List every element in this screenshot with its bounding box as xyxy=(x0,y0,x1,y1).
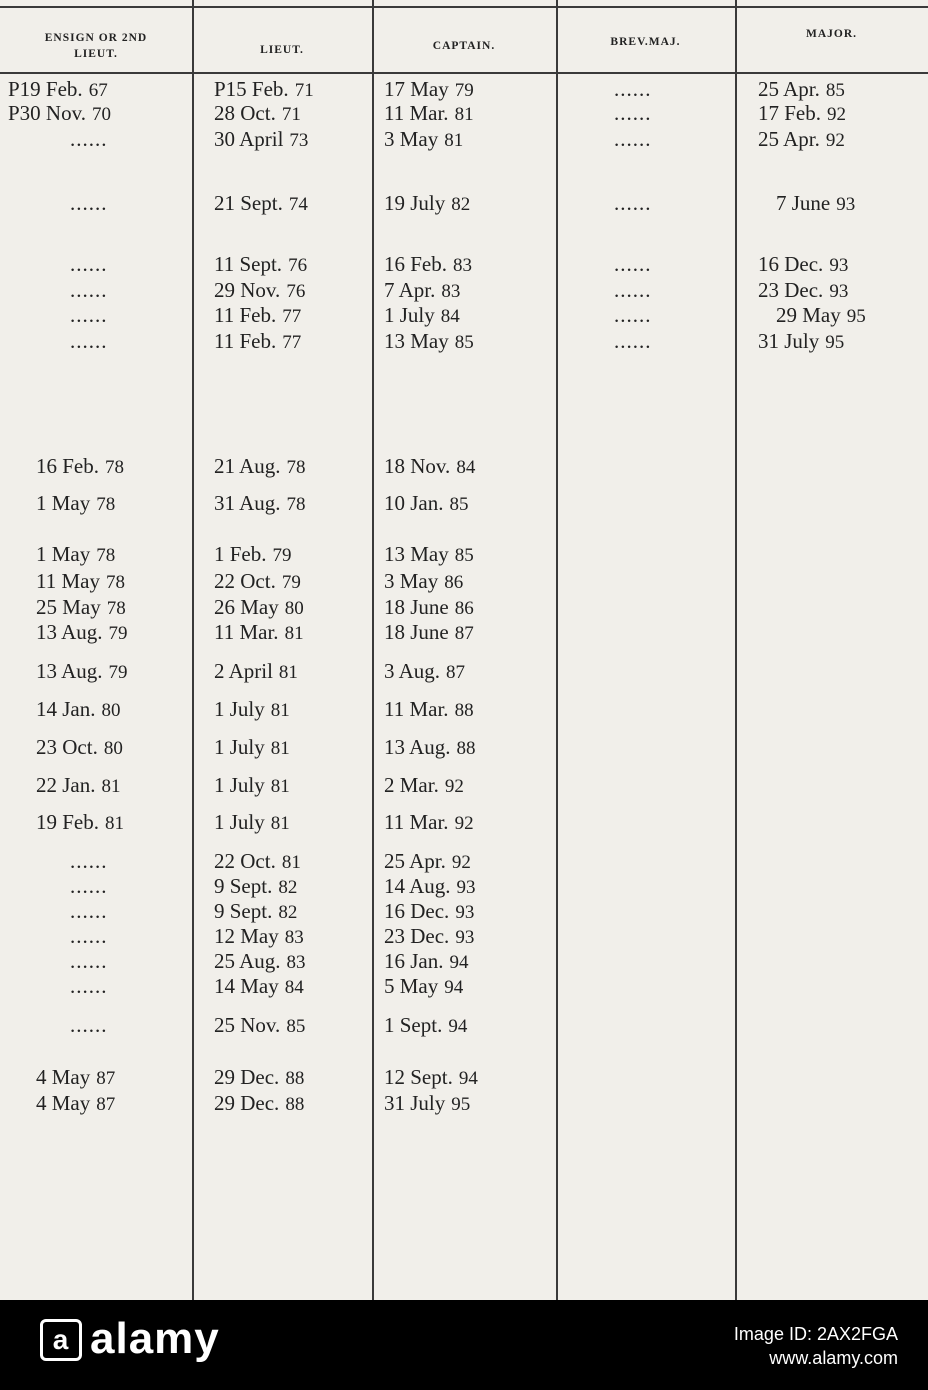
captain-cell xyxy=(384,1066,478,1090)
major-date: 25 Apr. xyxy=(758,127,820,151)
lieut-cell xyxy=(214,875,297,899)
major-date: 16 Dec. xyxy=(758,252,824,276)
lieut-date: 30 April xyxy=(214,127,284,151)
lieut-cell xyxy=(214,1092,304,1116)
lieut-date: 21 Sept. xyxy=(214,191,283,215)
ensign-date: 4 May xyxy=(36,1065,91,1089)
captain-cell xyxy=(384,192,470,216)
column-rule xyxy=(192,0,194,1300)
ensign-cell xyxy=(36,570,125,594)
lieut-year: 73 xyxy=(289,130,309,151)
ensign-date: 1 May xyxy=(36,542,91,566)
lieut-year: 82 xyxy=(278,877,298,898)
ensign-year: 80 xyxy=(103,738,123,759)
ensign-cell xyxy=(70,304,108,326)
ensign-year: 78 xyxy=(105,572,125,593)
lieut-year: 85 xyxy=(286,1016,306,1037)
captain-year: 92 xyxy=(454,813,474,834)
captain-year: 82 xyxy=(451,194,471,215)
ensign-date: ...... xyxy=(70,252,108,276)
ensign-cell xyxy=(36,1092,115,1116)
major-date: 29 May xyxy=(776,303,841,327)
major-cell xyxy=(758,279,848,303)
ensign-cell xyxy=(8,102,111,126)
ensign-date: P19 Feb. xyxy=(8,77,83,101)
lieut-date: 22 Oct. xyxy=(214,849,276,873)
captain-date: 18 Nov. xyxy=(384,454,451,478)
lieut-cell xyxy=(214,102,301,126)
header-rule-bottom xyxy=(0,72,928,74)
captain-year: 94 xyxy=(444,977,464,998)
lieut-cell xyxy=(214,596,304,620)
lieut-cell xyxy=(214,330,301,354)
captain-cell xyxy=(384,455,475,479)
captain-year: 85 xyxy=(449,494,469,515)
captain-date: 16 Jan. xyxy=(384,949,444,973)
lieut-year: 81 xyxy=(281,852,301,873)
ensign-year: 78 xyxy=(96,494,116,515)
captain-year: 87 xyxy=(446,662,466,683)
lieut-date: 11 Feb. xyxy=(214,329,277,353)
lieut-cell xyxy=(214,570,301,594)
captain-cell xyxy=(384,774,464,798)
captain-year: 81 xyxy=(444,130,464,151)
captain-cell xyxy=(384,253,472,277)
major-cell xyxy=(776,304,866,328)
ensign-cell xyxy=(36,543,115,567)
lieut-date: 21 Aug. xyxy=(214,454,281,478)
ensign-date: ...... xyxy=(70,874,108,898)
ensign-year: 70 xyxy=(91,104,111,125)
captain-year: 86 xyxy=(444,572,464,593)
ensign-year: 78 xyxy=(96,545,116,566)
lieut-cell xyxy=(214,950,306,974)
lieut-date: 11 Mar. xyxy=(214,620,279,644)
captain-cell xyxy=(384,1092,470,1116)
captain-date: 23 Dec. xyxy=(384,924,450,948)
captain-date: 13 Aug. xyxy=(384,735,451,759)
major-year: 85 xyxy=(825,80,845,101)
captain-date: 18 June xyxy=(384,595,449,619)
ensign-year: 78 xyxy=(105,457,124,478)
ensign-cell xyxy=(70,950,108,972)
captain-year: 87 xyxy=(454,623,474,644)
ensign-date: 14 Jan. xyxy=(36,697,96,721)
brev-cell xyxy=(614,128,652,150)
ensign-cell xyxy=(70,925,108,947)
major-year: 95 xyxy=(825,332,845,353)
major-cell xyxy=(758,253,848,277)
lieut-date: 1 July xyxy=(214,735,265,759)
ensign-year: 81 xyxy=(101,776,121,797)
captain-cell xyxy=(384,736,476,760)
ensign-year: 79 xyxy=(108,623,128,644)
major-cell xyxy=(758,330,844,354)
major-cell xyxy=(776,192,855,216)
major-date: 17 Feb. xyxy=(758,101,821,125)
column-rule xyxy=(556,0,558,1300)
captain-date: 5 May xyxy=(384,974,439,998)
captain-cell xyxy=(384,78,474,102)
ensign-year: 78 xyxy=(106,598,126,619)
ensign-date: 16 Feb. xyxy=(36,454,99,478)
captain-year: 94 xyxy=(448,1016,468,1037)
captain-cell xyxy=(384,950,469,974)
captain-year: 83 xyxy=(441,281,461,302)
lieut-cell xyxy=(214,698,290,722)
ensign-date: 19 Feb. xyxy=(36,810,99,834)
ensign-date: 23 Oct. xyxy=(36,735,98,759)
captain-year: 92 xyxy=(444,776,464,797)
lieut-year: 71 xyxy=(281,104,301,125)
brev-cell xyxy=(614,279,652,301)
lieut-year: 81 xyxy=(278,662,298,683)
major-cell xyxy=(758,128,845,152)
lieut-year: 74 xyxy=(288,194,308,215)
column-rule xyxy=(372,0,374,1300)
captain-year: 81 xyxy=(454,104,474,125)
lieut-year: 76 xyxy=(288,255,308,276)
ensign-year: 81 xyxy=(105,813,124,834)
lieut-cell xyxy=(214,128,308,152)
lieut-date: 12 May xyxy=(214,924,279,948)
captain-year: 85 xyxy=(454,545,474,566)
lieut-date: 25 Nov. xyxy=(214,1013,281,1037)
ensign-year: 80 xyxy=(101,700,121,721)
captain-date: 1 July xyxy=(384,303,435,327)
captain-cell xyxy=(384,975,463,999)
ensign-cell xyxy=(70,875,108,897)
captain-date: 19 July xyxy=(384,191,446,215)
brev-cell xyxy=(614,330,652,352)
captain-cell xyxy=(384,570,463,594)
ensign-date: 25 May xyxy=(36,595,101,619)
lieut-date: 29 Nov. xyxy=(214,278,281,302)
captain-date: 12 Sept. xyxy=(384,1065,453,1089)
captain-date: 3 May xyxy=(384,569,439,593)
ensign-date: ...... xyxy=(70,278,108,302)
major-cell xyxy=(758,102,846,126)
captain-cell xyxy=(384,875,476,899)
captain-date: 2 Mar. xyxy=(384,773,439,797)
major-year: 93 xyxy=(829,281,849,302)
brev-date: ...... xyxy=(614,252,652,276)
captain-date: 16 Dec. xyxy=(384,899,450,923)
captain-year: 86 xyxy=(454,598,474,619)
column-rule xyxy=(735,0,737,1300)
captain-year: 88 xyxy=(456,738,476,759)
brev-date: ...... xyxy=(614,127,652,151)
brev-cell xyxy=(614,304,652,326)
ensign-year: 67 xyxy=(88,80,108,101)
lieut-cell xyxy=(214,492,306,516)
ensign-cell xyxy=(36,1066,115,1090)
ensign-date: 13 Aug. xyxy=(36,620,103,644)
major-year: 93 xyxy=(836,194,856,215)
brev-date: ...... xyxy=(614,278,652,302)
lieut-date: 29 Dec. xyxy=(214,1091,280,1115)
brev-date: ...... xyxy=(614,191,652,215)
lieut-cell xyxy=(214,975,304,999)
captain-cell xyxy=(384,925,474,949)
lieut-date: 1 Feb. xyxy=(214,542,267,566)
major-year: 93 xyxy=(829,255,849,276)
ensign-cell xyxy=(70,279,108,301)
ensign-date: 13 Aug. xyxy=(36,659,103,683)
captain-cell xyxy=(384,492,469,516)
lieut-date: 29 Dec. xyxy=(214,1065,280,1089)
ensign-year: 87 xyxy=(96,1068,116,1089)
captain-date: 31 July xyxy=(384,1091,446,1115)
brev-date: ...... xyxy=(614,329,652,353)
lieut-cell xyxy=(214,279,305,303)
lieut-year: 81 xyxy=(284,623,304,644)
captain-date: 1 Sept. xyxy=(384,1013,443,1037)
ensign-cell xyxy=(36,455,124,479)
captain-year: 79 xyxy=(454,80,474,101)
captain-year: 93 xyxy=(455,902,475,923)
captain-cell xyxy=(384,128,463,152)
captain-year: 94 xyxy=(458,1068,478,1089)
ensign-cell xyxy=(36,736,123,760)
stock-watermark-bar xyxy=(0,1300,928,1390)
lieut-date: 11 Sept. xyxy=(214,252,283,276)
lieut-cell xyxy=(214,736,290,760)
lieut-cell xyxy=(214,774,290,798)
captain-year: 92 xyxy=(451,852,471,873)
lieut-year: 83 xyxy=(284,927,304,948)
header-lieut: LIEUT. xyxy=(260,44,304,56)
captain-date: 25 Apr. xyxy=(384,849,446,873)
ensign-cell xyxy=(70,975,108,997)
ensign-cell xyxy=(36,596,126,620)
brev-cell xyxy=(614,192,652,214)
header-ensign: ENSIGN OR 2ND LIEUT. xyxy=(44,32,148,60)
captain-year: 83 xyxy=(453,255,472,276)
ensign-date: ...... xyxy=(70,127,108,151)
ensign-date: ...... xyxy=(70,849,108,873)
ensign-cell xyxy=(36,811,124,835)
captain-cell xyxy=(384,1014,467,1038)
captain-cell xyxy=(384,660,465,684)
lieut-year: 77 xyxy=(282,332,302,353)
lieut-year: 84 xyxy=(284,977,304,998)
lieut-date: 1 July xyxy=(214,810,265,834)
header-brevmaj: BREV.MAJ. xyxy=(610,36,681,48)
lieut-cell xyxy=(214,621,304,645)
major-year: 92 xyxy=(825,130,845,151)
captain-cell xyxy=(384,596,474,620)
lieut-date: P15 Feb. xyxy=(214,77,289,101)
header-captain: CAPTAIN. xyxy=(432,40,496,52)
ensign-year: 87 xyxy=(96,1094,116,1115)
captain-date: 7 Apr. xyxy=(384,278,436,302)
captain-cell xyxy=(384,698,474,722)
lieut-year: 81 xyxy=(270,776,290,797)
lieut-date: 26 May xyxy=(214,595,279,619)
header-major: MAJOR. xyxy=(805,28,858,40)
lieut-cell xyxy=(214,900,297,924)
lieut-year: 80 xyxy=(284,598,304,619)
lieut-date: 11 Feb. xyxy=(214,303,277,327)
captain-year: 85 xyxy=(454,332,474,353)
ensign-cell xyxy=(36,774,121,798)
lieut-cell xyxy=(214,78,314,102)
captain-cell xyxy=(384,102,474,126)
ensign-date: ...... xyxy=(70,191,108,215)
lieut-cell xyxy=(214,850,301,874)
lieut-year: 78 xyxy=(286,494,306,515)
lieut-cell xyxy=(214,1066,304,1090)
lieut-date: 22 Oct. xyxy=(214,569,276,593)
lieut-year: 88 xyxy=(285,1068,305,1089)
lieut-cell xyxy=(214,192,308,216)
lieut-year: 76 xyxy=(286,281,306,302)
captain-year: 93 xyxy=(455,927,475,948)
ensign-cell xyxy=(70,128,108,150)
lieut-date: 28 Oct. xyxy=(214,101,276,125)
major-cell xyxy=(758,78,845,102)
captain-cell xyxy=(384,304,460,328)
captain-year: 84 xyxy=(440,306,460,327)
lieut-year: 79 xyxy=(281,572,301,593)
brev-cell xyxy=(614,78,652,100)
lieut-cell xyxy=(214,304,301,328)
captain-cell xyxy=(384,621,474,645)
lieut-cell xyxy=(214,1014,305,1038)
lieut-date: 25 Aug. xyxy=(214,949,281,973)
captain-year: 95 xyxy=(451,1094,471,1115)
ensign-date: ...... xyxy=(70,924,108,948)
lieut-cell xyxy=(214,543,292,567)
major-year: 92 xyxy=(827,104,846,125)
captain-date: 16 Feb. xyxy=(384,252,447,276)
ensign-date: ...... xyxy=(70,329,108,353)
lieut-year: 81 xyxy=(270,738,290,759)
captain-cell xyxy=(384,279,460,303)
captain-date: 3 May xyxy=(384,127,439,151)
lieut-cell xyxy=(214,253,307,277)
captain-cell xyxy=(384,850,471,874)
brev-cell xyxy=(614,102,652,124)
ensign-date: ...... xyxy=(70,949,108,973)
major-date: 23 Dec. xyxy=(758,278,824,302)
major-year: 95 xyxy=(846,306,866,327)
lieut-date: 2 April xyxy=(214,659,273,683)
lieut-year: 78 xyxy=(286,457,306,478)
ensign-cell xyxy=(70,900,108,922)
lieut-date: 9 Sept. xyxy=(214,874,273,898)
lieut-cell xyxy=(214,455,306,479)
ensign-date: 11 May xyxy=(36,569,100,593)
captain-year: 84 xyxy=(456,457,476,478)
captain-year: 93 xyxy=(456,877,476,898)
ensign-date: ...... xyxy=(70,974,108,998)
ensign-cell xyxy=(36,492,115,516)
lieut-year: 79 xyxy=(272,545,292,566)
captain-date: 11 Mar. xyxy=(384,101,449,125)
ensign-date: 1 May xyxy=(36,491,91,515)
ensign-cell xyxy=(8,78,108,102)
captain-date: 14 Aug. xyxy=(384,874,451,898)
lieut-cell xyxy=(214,660,298,684)
site-url: www.alamy.com xyxy=(769,1348,898,1368)
lieut-year: 77 xyxy=(282,306,302,327)
ensign-date: ...... xyxy=(70,899,108,923)
ensign-cell xyxy=(36,660,128,684)
ensign-date: ...... xyxy=(70,303,108,327)
captain-date: 10 Jan. xyxy=(384,491,444,515)
major-date: 25 Apr. xyxy=(758,77,820,101)
ensign-date: P30 Nov. xyxy=(8,101,86,125)
alamy-logo xyxy=(40,1314,220,1364)
lieut-year: 83 xyxy=(286,952,306,973)
lieut-date: 14 May xyxy=(214,974,279,998)
major-date: 7 June xyxy=(776,191,831,215)
captain-date: 11 Mar. xyxy=(384,810,449,834)
alamy-mark-icon: a xyxy=(40,1319,82,1361)
lieut-date: 1 July xyxy=(214,697,265,721)
lieut-date: 1 July xyxy=(214,773,265,797)
captain-year: 94 xyxy=(449,952,469,973)
lieut-cell xyxy=(214,925,304,949)
captain-date: 17 May xyxy=(384,77,449,101)
ensign-date: ...... xyxy=(70,1013,108,1037)
logo-text: alamy xyxy=(90,1314,220,1363)
captain-date: 13 May xyxy=(384,329,449,353)
captain-date: 11 Mar. xyxy=(384,697,449,721)
major-date: 31 July xyxy=(758,329,820,353)
lieut-year: 81 xyxy=(270,813,290,834)
ensign-date: 22 Jan. xyxy=(36,773,96,797)
ensign-cell xyxy=(70,1014,108,1036)
captain-cell xyxy=(384,811,474,835)
ensign-cell xyxy=(70,253,108,275)
lieut-date: 31 Aug. xyxy=(214,491,281,515)
captain-date: 3 Aug. xyxy=(384,659,441,683)
lieut-year: 82 xyxy=(278,902,298,923)
lieut-year: 71 xyxy=(294,80,314,101)
brev-cell xyxy=(614,253,652,275)
ensign-cell xyxy=(70,330,108,352)
image-id: Image ID: 2AX2FGA xyxy=(733,1324,898,1344)
brev-date: ...... xyxy=(614,101,652,125)
captain-date: 13 May xyxy=(384,542,449,566)
ensign-cell xyxy=(70,192,108,214)
ensign-date: 4 May xyxy=(36,1091,91,1115)
captain-cell xyxy=(384,543,474,567)
captain-cell xyxy=(384,330,474,354)
header-rule-top xyxy=(0,6,928,8)
captain-cell xyxy=(384,900,474,924)
stock-info xyxy=(734,1322,898,1370)
brev-date: ...... xyxy=(614,77,652,101)
lieut-cell xyxy=(214,811,290,835)
captain-date: 18 June xyxy=(384,620,449,644)
lieut-year: 81 xyxy=(270,700,290,721)
ensign-cell xyxy=(36,698,121,722)
ensign-cell xyxy=(70,850,108,872)
lieut-year: 88 xyxy=(285,1094,305,1115)
ensign-year: 79 xyxy=(108,662,128,683)
lieut-date: 9 Sept. xyxy=(214,899,273,923)
captain-year: 88 xyxy=(454,700,474,721)
ensign-cell xyxy=(36,621,128,645)
brev-date: ...... xyxy=(614,303,652,327)
